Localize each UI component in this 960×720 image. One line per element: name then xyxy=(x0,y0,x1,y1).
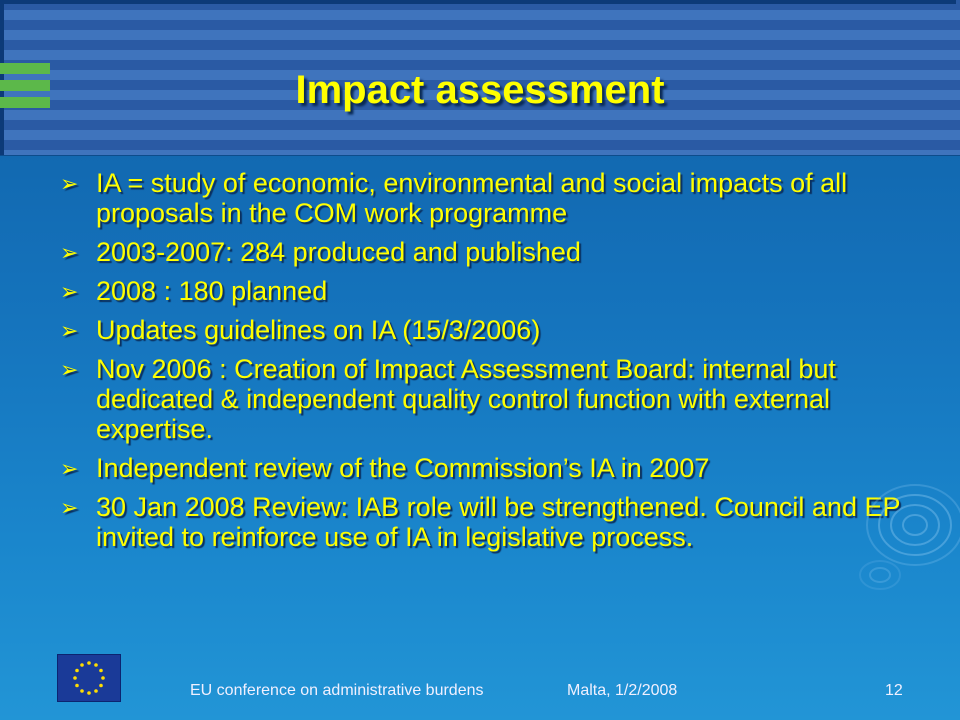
arrow-bullet-icon: ➢ xyxy=(60,318,79,343)
slide-title: Impact assessment xyxy=(295,68,665,112)
page-number: 12 xyxy=(885,682,903,699)
water-ripple-decoration xyxy=(840,480,960,600)
bullet-item: ➢ IA = study of economic, environmental and social impacts of all proposals in the COM work programme xyxy=(60,168,848,228)
arrow-bullet-icon: ➢ xyxy=(60,495,79,520)
bullet-item: ➢ Independent review of the Commission’s IA in 2007 xyxy=(60,453,710,483)
footer-location-date: Malta, 1/2/2008 xyxy=(567,682,678,699)
arrow-bullet-icon: ➢ xyxy=(60,456,79,481)
arrow-bullet-icon: ➢ xyxy=(60,357,79,382)
arrow-bullet-icon: ➢ xyxy=(60,240,79,265)
eu-flag-icon xyxy=(57,654,121,702)
footer-conference: EU conference on administrative burdens xyxy=(190,682,484,699)
bullet-item: ➢ 2003-2007: 284 produced and published xyxy=(60,237,581,267)
bullet-item: ➢ 30 Jan 2008 Review: IAB role will be strengthened. Council and EP invited to reinforce use of IA in legislative process. xyxy=(60,492,900,552)
arrow-bullet-icon: ➢ xyxy=(60,279,79,304)
bullet-item: ➢ Nov 2006 : Creation of Impact Assessment Board: internal but dedicated & independent quality control function with external expertise. xyxy=(60,354,836,444)
bullet-item: ➢ Updates guidelines on IA (15/3/2006) xyxy=(60,315,541,345)
arrow-bullet-icon: ➢ xyxy=(60,171,79,196)
bullet-list xyxy=(58,168,918,561)
bullet-item: ➢ 2008 : 180 planned xyxy=(60,276,328,306)
